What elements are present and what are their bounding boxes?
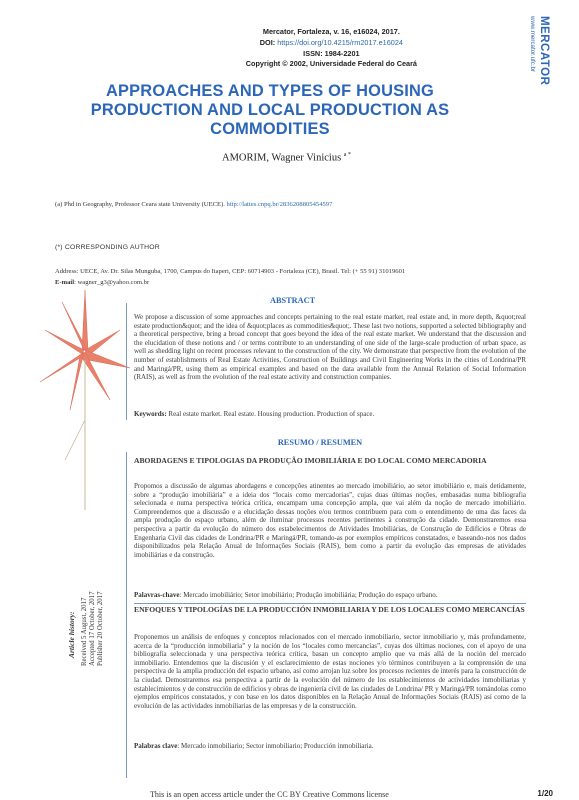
pt-keywords-label: Palavras-chave xyxy=(134,591,180,599)
article-history xyxy=(56,578,116,668)
abstract-divider xyxy=(126,303,127,420)
resumo-heading: RESUMO / RESUMEN xyxy=(277,438,363,447)
author-name: AMORIM, Wagner Vinicius xyxy=(222,152,342,164)
email-label: E-mail xyxy=(55,279,75,286)
doi-link[interactable]: https://doi.org/10.4215/rm2017.e16024 xyxy=(277,37,403,47)
copyright: Copyright © 2002, Universidade Federal do Ceará xyxy=(245,59,417,69)
pt-title: ABORDAGENS E TIPOLOGIAS DA PRODUÇÃO IMOBILIÁRIA E DO LOCAL COMO MERCADORIA xyxy=(134,456,487,465)
abstract-text: We propose a discussion of some approaches and concepts pertaining to the real estate market, real estate and, in more depth, &quot;real estate production&quot; and the idea of &quot;places as commodities&quot;. These last two notions, supported a selected bibliography and a theoretical perspective, bring a broad concept that goes beyond the idea of the real estate market. We understand that the discussion and the elucidation of these notions and / or terms contribute to an understanding of one side of the large-scale production of urban space, as well as shedding light on recent processes relevant to the construction of the city. We demonstrate that perspective from the evolution of the number of establishments of Real Estate Activities, Construction of Buildings and Civil Engineering Works in the cities of Londrina/PR and Maringá/PR, using them as empirical examples and based on the data available from the Annual Relation of Social Information (RAIS), as well as from the evolution of the real estate activity and construction companies. xyxy=(134,313,526,382)
history-heading: Article history: xyxy=(67,611,76,658)
article-title: APPROACHES AND TYPES OF HOUSING PRODUCTION AND LOCAL PRODUCTION AS COMMODITIES xyxy=(90,82,450,138)
keywords: Real estate market. Real estate. Housing production. Production of space. xyxy=(166,410,375,418)
abstract-heading: ABSTRACT xyxy=(270,296,316,305)
pt-keywords-text: : Mercado imobiliário; Setor imobiliário; Produção imobiliária; Produção do espaço urbano. xyxy=(179,591,438,599)
pt-abstract-text: Propomos a discussão de algumas abordagens e concepções atinentes ao mercado imobiliário, ao setor imobiliário e, mais detidamente, sobre a “produção imobiliária” e a ideia dos “locais como mercadorias”, cujas duas últimas noções, embasadas numa bibliografia selecionada e numa perspectiva teórica crítica, encampam uma concepção ampla, que vai além da noção de mercado imobiliário. Compreendemos que a discussão e a elucidação dessas noções e/ou termos contribuem para com o entendimento de uma das faces da ampla produção do espaço urbano, além de iluminar processos recentes pertinentes à construção da cidade. Demonstraremos essa perspectiva a partir da evolução do número dos estabelecimentos de Atividades Imobiliárias, de Construção de Edifícios e Obras de Engenharia Civil das cidades de Londrina/PR e Maringá/PR, tomando-as por exemplos empíricos constatados, e baseando-nos nos dados disponibilizados pela Relação Anual de Informações Sociais (RAIS), bem como a partir da evolução das empresas de atividades imobiliárias e da construção. xyxy=(134,482,526,559)
doi-line xyxy=(246,38,417,49)
es-keywords-text: : Mercado inmobiliario; Sector inmobiliario; Producción inmobiliaria. xyxy=(177,742,374,750)
author-line xyxy=(222,152,351,164)
email-line xyxy=(55,279,149,286)
license-notice: This is an open access article under the CC BY Creative Commons license xyxy=(150,790,389,799)
affiliation xyxy=(55,201,332,208)
es-abstract-text: Proponemos un análisis de enfoques y conceptos relacionados con el mercado inmobiliario, sector inmobiliario y, más profundamente, acerca de la “producción inmobiliaria” y la noción de los “locales como mercancías”, cuyas dos últimas nociones, con el apoyo de una bibliografía seleccionada y una perspectiva teórica crítica, basan un concepto amplio que va más allá de la noción del mercado inmobiliario. Entendemos que la discusión y el esclarecimiento de estas nociones y/o términos contribuyen a la comprensión de una perspectiva de la amplia producción del espacio urbano, así como arrojan luz sobre los procesos recientes de interés para la construcción de la ciudad. Demostraremos esa perspectiva a partir de la evolución del número de los establecimientos de actividades inmobiliarias y establecimientos y de construcción de edificios y obras de ingeniería civil de las ciudades de Londrina/ PR y Maringá/PR tomándolas como ejemplos empíricos constatados, y con base en los datos disponibles en la Relação Anual de Informações Sociais (RAIS) así como de la evolución de las actividades inmobiliarias de las empresas y de la construcción. xyxy=(134,633,526,710)
mercator-logo xyxy=(527,14,550,109)
issn: ISSN: 1984-2201 xyxy=(303,48,360,58)
address: Address: UECE, Av. Dr. Silas Munguba, 1700, Campus do Itaperi, CEP: 60714903 - Fortaleza (CE), Brasil. Tel: (+ 55 91) 31019601 xyxy=(55,268,406,275)
brand-url: www.mercator.ufc.br xyxy=(529,16,536,73)
history-published: Publisher 20 October, 2017 xyxy=(97,591,104,666)
history-received: Received 5 August, 2017 xyxy=(81,597,88,666)
keywords-label: Keywords: xyxy=(134,410,167,418)
resumo-separator xyxy=(134,603,526,604)
es-keywords xyxy=(134,742,526,751)
resumo-divider xyxy=(126,452,127,778)
doi-label: DOI: xyxy=(259,37,276,47)
email: : wagner_g3@yahoo.com.br xyxy=(74,279,150,286)
es-keywords-label: Palabras clave xyxy=(134,742,178,750)
abstract-keywords xyxy=(134,410,526,419)
journal-citation: Mercator, Fortaleza, v. 16, e16024, 2017. xyxy=(262,27,400,36)
pt-keywords xyxy=(134,591,526,600)
decorative-star-artwork xyxy=(40,290,130,510)
page-number: 1/20 xyxy=(537,789,553,798)
author-marks: a * xyxy=(343,152,351,158)
lattes-link[interactable]: http://lattes.cnpq.br/2836208805454597 xyxy=(226,201,333,208)
journal-header xyxy=(246,27,417,70)
history-accepted: Accepted 17 October, 2017 xyxy=(89,591,96,666)
brand-name: MERCATOR xyxy=(538,16,550,86)
affiliation-text: (a) Phd in Geography, Professor Ceara state University (UECE). xyxy=(55,201,225,208)
corresponding-author-heading: (*) CORRESPONDING AUTHOR xyxy=(55,244,160,251)
es-title: ENFOQUES Y TIPOLOGÍAS DE LA PRODUCCIÓN INMOBILIARIA Y DE LOS LOCALES COMO MERCANCÍAS xyxy=(134,605,525,614)
